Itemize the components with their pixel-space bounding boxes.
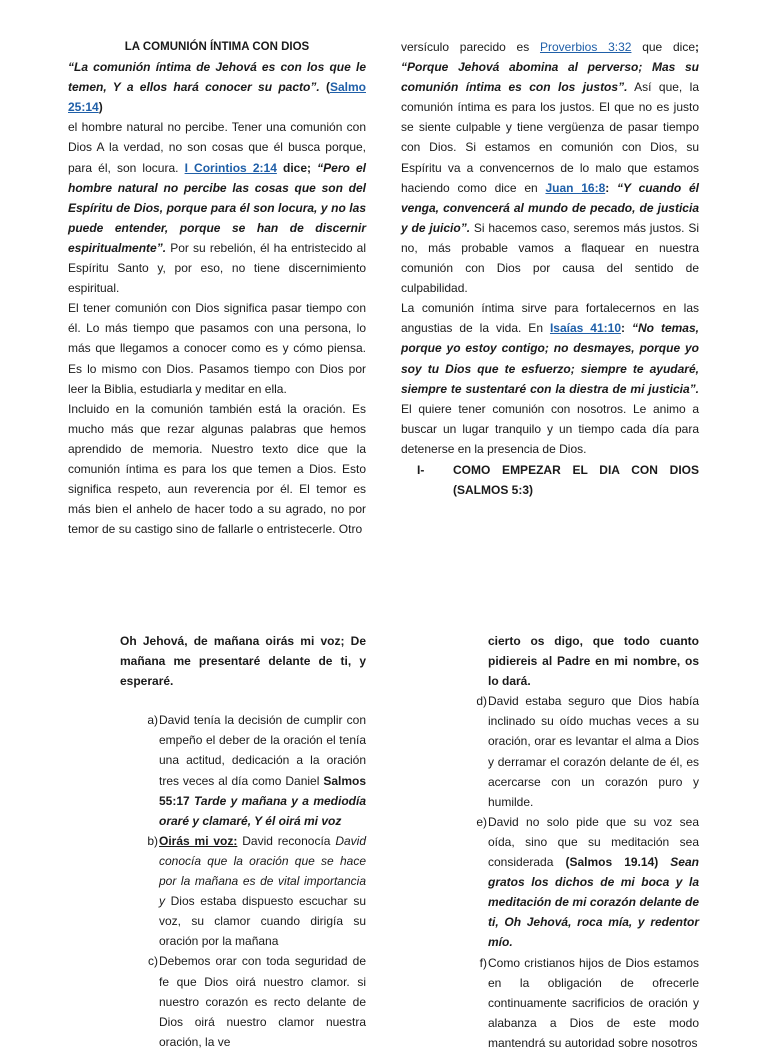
paragraph-text: Por su rebelión, él ha entristecido al Espíritu Santo y, por eso, no tiene discernimiento espiritual. [68, 240, 366, 296]
juan-quote: “Y cuando él venga, convencerá al mundo de pecado, de justicia y de juicio”. [401, 180, 699, 235]
salmo-25-14-link[interactable]: Salmo 25:14 [68, 80, 366, 115]
proverbios-quote: “Porque Jehová abomina al perverso; Mas su comunión íntima es con los justos”. [401, 60, 699, 95]
paragraph-time-with-god: El tener comunión con Dios significa pasar tiempo con él. Lo más tiempo que pasamos con una persona, lo más que llegamos a conocer como es y cómo piensa. Es lo mismo con Dios. Pasamos tiempo con Dios por leer la Biblia, estudiarla y meditar en ella. [68, 301, 366, 396]
paragraph-text: el hombre natural no percibe. Tener una comunión con Dios A la verdad, no son cosas que él busca porque, para él, son locura. [68, 120, 366, 175]
item-body: Como cristianos hijos de Dios estamos en la obligación de ofrecerle continuamente sacrificios de oración y alabanza a Dios de este modo mantendrá su autoridad sobre nosotros [488, 955, 699, 1050]
paragraph-text: versículo parecido es [401, 40, 540, 54]
verse-quote: “La comunión íntima de Jehová es con los que le temen, Y a ellos hará conocer su pacto”. [68, 60, 366, 95]
paren-open: ( [319, 80, 330, 95]
salmos-55-17-ref: Salmos 55:17 [159, 773, 366, 808]
dice-text: dice; [276, 160, 318, 175]
item-body [159, 831, 366, 952]
paren-close: ) [98, 100, 103, 115]
item-label: c) [148, 954, 158, 969]
paragraph-text: Así que, la comunión íntima es para los justos. El que no es justo se siente culpable y tiene vergüenza de pasar tiempo con Dios. Si estamos en comunión con Dios, su Espíritu va a convencernos de lo malo que estamos haciendo como dice en [401, 80, 700, 195]
item-body [159, 710, 366, 831]
isaias-41-10-link[interactable]: Isaías 41:10 [549, 321, 621, 336]
item-label: d) [476, 694, 487, 709]
proverbios-3-32-link[interactable]: Proverbios 3:32 [539, 40, 632, 54]
item-body [488, 812, 699, 953]
paragraph-text: Si hacemos caso, seremos más justos. Si no, más probable vamos a flaquear en nuestra comunión con Dios por causa del sentido de culpabilidad. [401, 220, 699, 296]
page2-right-column [468, 631, 699, 1053]
paragraph-text: El quiere tener comunión con nosotros. Le animo a buscar un lugar tranquilo y un tiempo cada día para detenerse en la presencia de Dios. [401, 401, 699, 456]
list-item-c [139, 951, 366, 1051]
isaias-quote: “No temas, porque yo estoy contigo; no desmayes, porque yo soy tu Dios que te esfuerzo; siempre te ayudaré, siempre te sustentaré con la diestra de mi justicia”. [401, 321, 699, 396]
left-column [68, 37, 366, 539]
juan-16-8-link[interactable]: Juan 16:8 [545, 180, 606, 195]
continued-quote: cierto os digo, que todo cuanto pidiereis al Padre en mi nombre, os lo dará. [488, 634, 699, 689]
item-label: b) [147, 833, 158, 848]
item-text: Dios estaba dispuesto escuchar su voz, su clamor cuando dirigía su oración por la mañana [159, 894, 366, 949]
colon: : [605, 180, 618, 195]
document-title: LA COMUNIÓN ÍNTIMA CON DIOS [124, 41, 310, 53]
colon: : [621, 321, 632, 336]
item-italic: David conocía que la oración que se hace por la mañana es de vital importancia y [159, 833, 366, 909]
item-label: f) [479, 955, 487, 970]
psalm-intro: Oh Jehová, de mañana oirás mi voz; De mañana me presentaré delante de ti, y esperaré. [120, 634, 366, 689]
section-title: COMO EMPEZAR EL DIA CON DIOS (SALMOS 5:3) [453, 463, 699, 498]
item-quote: Tarde y mañana y a mediodía oraré y clamaré, Y él oirá mi voz [159, 793, 366, 828]
paragraph-text: que dice [631, 40, 695, 54]
right-column [401, 37, 699, 459]
item-body: David estaba seguro que Dios había inclinado su oído muchas veces a su oración, orar es levantar el alma a Dios y derramar el corazón delante de él, es acercarse con un corazón puro y humilde. [488, 694, 699, 809]
list-item-d [468, 691, 699, 812]
item-quote: Sean gratos los dichos de mi boca y la meditación de mi corazón delante de ti, Oh Jehová, roca mía, y redentor mío. [488, 855, 699, 950]
item-heading: Oirás mi voz: [159, 833, 238, 848]
paragraph-text: La comunión íntima sirve para fortalecernos en las angustias de la vida. En [401, 301, 699, 336]
paragraph-prayer: Incluido en la comunión también está la oración. Es mucho más que rezar algunas palabras que hemos aprendido de memoria. Nuestro texto dice que la comunión íntima es para los que temen a Dios. Esto significa respeto, aun reverencia por él. El temor es más bien el anhelo de hacer todo a su agrado, no por temor de su castigo sino de fallarle o entristecerle. Otro [68, 401, 366, 537]
salmos-19-14-ref: (Salmos 19.14) [565, 855, 659, 870]
corintios-2-14-link[interactable]: I Corintios 2:14 [184, 160, 277, 175]
item-body: Debemos orar con toda seguridad de fe que Dios oirá nuestro clamor. si nuestro corazón es recto delante de Dios oirá nuestro clamor nuestra oración, la ve [159, 954, 366, 1049]
list-item-f [468, 953, 699, 1053]
item-label: a) [147, 713, 158, 728]
opening-verse [68, 57, 366, 117]
item-text: David no solo pide que su voz sea oída, sino que su meditación sea considerada [488, 814, 699, 870]
list-item-a [139, 710, 366, 831]
item-text: David tenía la decisión de cumplir con empeño el deber de la oración el tenía una actitud, dedicación a la oración tres veces al día como Daniel [159, 713, 366, 788]
list-item-e [468, 812, 699, 953]
item-text: David reconocía [237, 833, 336, 848]
list-item-b [139, 831, 366, 952]
page2-left-column [120, 631, 366, 1052]
paragraph-natural-man [68, 117, 366, 298]
section-heading [417, 460, 699, 500]
item-label: e) [476, 814, 487, 829]
paragraph-proverbios [401, 37, 699, 298]
paragraph-isaias [401, 298, 699, 459]
semicolon: ; [695, 40, 699, 54]
corintios-quote: “Pero el hombre natural no percibe las cosas que son del Espíritu de Dios, porque para él son locura, y no las puede entender, porque se han de discernir espiritualmente”. [68, 160, 366, 255]
section-number: I- [417, 463, 425, 477]
